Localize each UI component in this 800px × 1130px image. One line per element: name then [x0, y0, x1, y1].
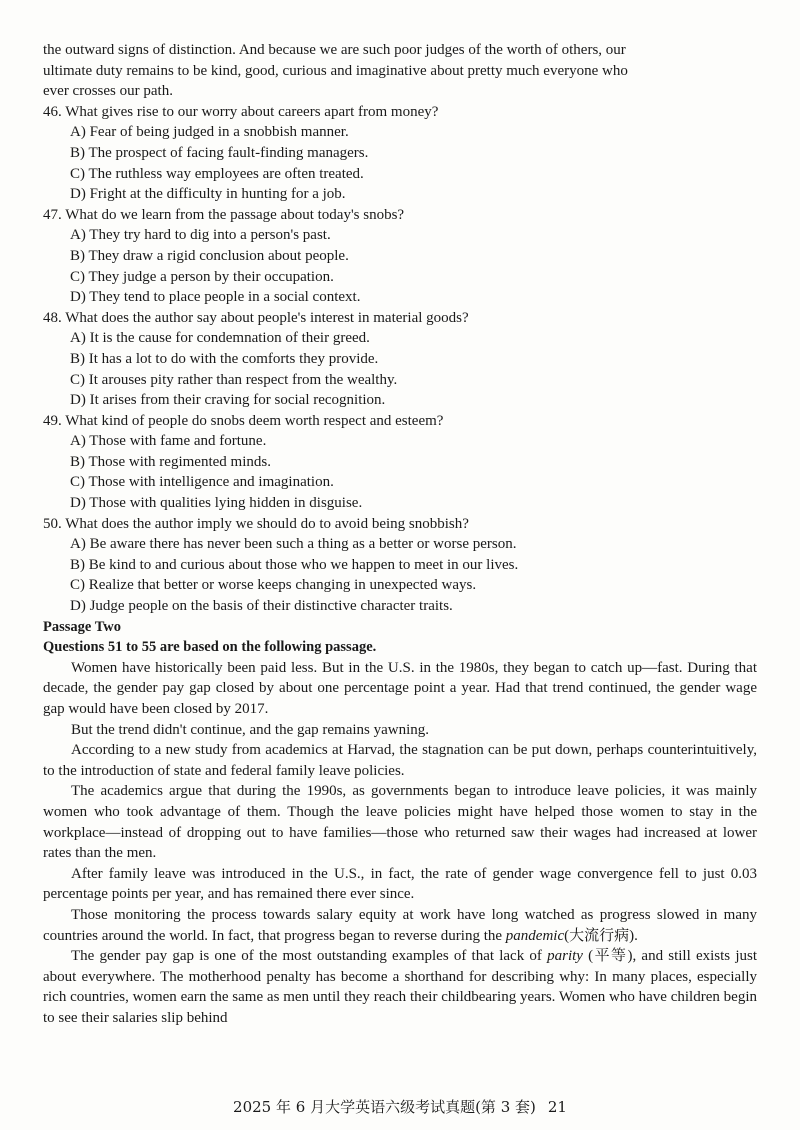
question-stem: 48. What does the author say about people's interest in material goods? [43, 309, 469, 326]
paragraph-6-text: Those monitoring the process towards salary equity at work have long watched as progress slowed in many countries around the world. In fact, that progress began to reverse during the [43, 906, 757, 944]
intro-line: ultimate duty remains to be kind, good, curious and imaginative about pretty much everyone who [43, 62, 628, 79]
passage-instruction: Questions 51 to 55 are based on the following passage. [43, 639, 377, 656]
passage-one-ending [43, 40, 757, 102]
paragraph-6 [43, 905, 757, 946]
option-c: C) The ruthless way employees are often treated. [70, 165, 364, 182]
option-b: B) They draw a rigid conclusion about people. [70, 247, 349, 264]
option-a: A) It is the cause for condemnation of their greed. [70, 330, 370, 347]
paragraph-5: After family leave was introduced in the U.S., in fact, the rate of gender wage convergence fell to just 0.03 percentage points per year, and has remained there ever since. [43, 865, 757, 903]
page-number: 21 [547, 1098, 567, 1116]
page-content [43, 40, 757, 1029]
question-stem: 47. What do we learn from the passage about today's snobs? [43, 206, 405, 223]
option-b: B) It has a lot to do with the comforts they provide. [70, 350, 379, 367]
option-d: D) Fright at the difficulty in hunting for a job. [70, 186, 346, 203]
passage-two [43, 617, 757, 1029]
paragraph-2: But the trend didn't continue, and the gap remains yawning. [71, 721, 430, 738]
footer-title: 2025 年 6 月大学英语六级考试真题(第 3 套) [233, 1098, 536, 1116]
gloss-pandemic: (大流行病). [564, 927, 638, 944]
question-46 [43, 102, 757, 205]
passage-heading: Passage Two [43, 618, 122, 635]
option-b: B) Be kind to and curious about those who we happen to meet in our lives. [70, 556, 519, 573]
option-d: D) They tend to place people in a social context. [70, 289, 361, 306]
paragraph-7 [43, 946, 757, 1028]
option-a: A) Fear of being judged in a snobbish manner. [70, 124, 349, 141]
option-b: B) The prospect of facing fault-finding managers. [70, 144, 369, 161]
glossed-term-parity: parity [547, 948, 583, 965]
question-stem: 46. What gives rise to our worry about careers apart from money? [43, 103, 439, 120]
paragraph-7-text: The gender pay gap is one of the most outstanding examples of that lack of [71, 948, 548, 965]
question-47 [43, 205, 757, 308]
option-d: D) Judge people on the basis of their distinctive character traits. [70, 598, 453, 615]
option-d: D) It arises from their craving for social recognition. [70, 392, 386, 409]
option-a: A) Be aware there has never been such a thing as a better or worse person. [70, 536, 517, 553]
option-b: B) Those with regimented minds. [70, 453, 271, 470]
option-c: C) It arouses pity rather than respect from the wealthy. [70, 371, 398, 388]
question-50 [43, 514, 757, 617]
question-stem: 50. What does the author imply we should do to avoid being snobbish? [43, 515, 469, 532]
question-stem: 49. What kind of people do snobs deem worth respect and esteem? [43, 412, 444, 429]
paragraph-1: Women have historically been paid less. But in the U.S. in the 1980s, they began to catch up—fast. During that decade, the gender pay gap closed by about one percentage point a year. Had that trend continued, the gender wage gap would have been closed by 2017. [43, 659, 757, 717]
option-a: A) Those with fame and fortune. [70, 433, 267, 450]
option-a: A) They try hard to dig into a person's past. [70, 227, 331, 244]
option-d: D) Those with qualities lying hidden in disguise. [70, 495, 363, 512]
question-49 [43, 411, 757, 514]
gloss-parity: (平等), [582, 948, 637, 965]
paragraph-3: According to a new study from academics at Harvad, the stagnation can be put down, perhaps counterintuitively, to the introduction of state and federal family leave policies. [43, 742, 757, 779]
page-footer [0, 1097, 800, 1118]
paragraph-7-continued: and still exists just about everywhere. The motherhood penalty has become a shorthand for describing why: In many places, especially rich countries, women earn the same as men until they reach their childbearing years. Women who have children begin to see their salaries slip behind [43, 948, 757, 1026]
option-c: C) They judge a person by their occupation. [70, 268, 334, 285]
intro-line: ever crosses our path. [43, 83, 173, 100]
glossed-term-pandemic: pandemic [505, 927, 565, 944]
intro-line: the outward signs of distinction. And because we are such poor judges of the worth of others, our [43, 42, 626, 58]
paragraph-4: The academics argue that during the 1990s, as governments began to introduce leave policies, it was mainly women who took advantage of them. Though the leave policies might have helped those women to stay in the workplace—instead of dropping out to have families—those who returned saw their wages had increased at lower rates than the men. [43, 783, 757, 862]
option-c: C) Realize that better or worse keeps changing in unexpected ways. [70, 577, 477, 594]
question-48 [43, 308, 757, 411]
option-c: C) Those with intelligence and imagination. [70, 474, 334, 491]
